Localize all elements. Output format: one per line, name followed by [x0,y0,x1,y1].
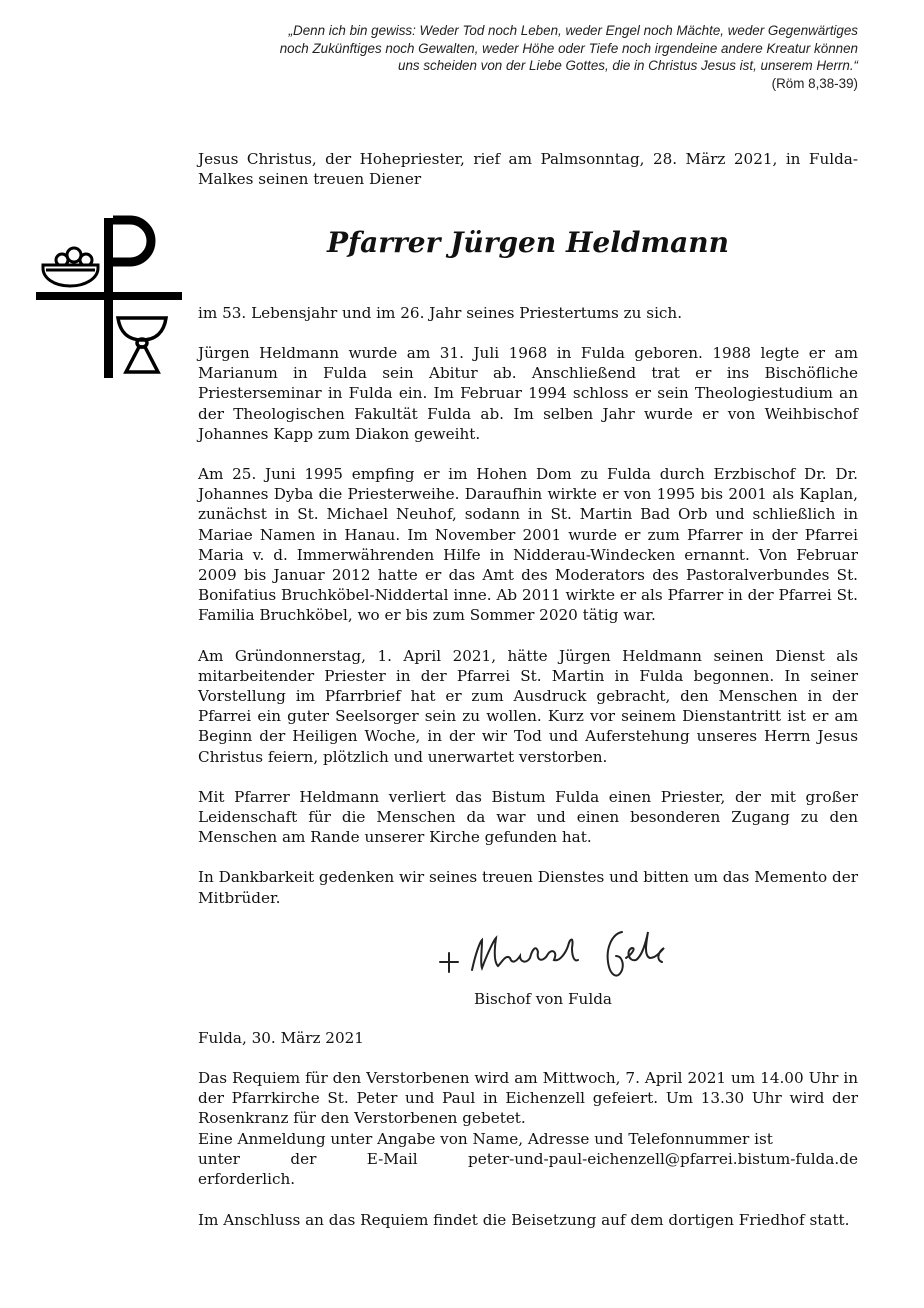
burial-info: Im Anschluss an das Requiem findet die Beisetzung auf dem dortigen Friedhof statt. [198,1211,850,1229]
email-line [198,1149,858,1169]
quote-line: noch Zukünftiges noch Gewalten, weder Höhe oder Tiefe noch irgendeine andere Kreatur können [279,40,858,56]
email-address[interactable]: peter-und-paul-eichenzell@pfarrei.bistum-fulda.de [468,1149,858,1168]
requiem-info [198,1068,858,1189]
biography [198,343,858,928]
paragraph: In Dankbarkeit gedenken wir seines treuen Dienstes und bitten um das Memento der Mitbrüder. [198,868,858,907]
date-line: Fulda, 30. März 2021 [198,1029,364,1047]
age-line: im 53. Lebensjahr und im 26. Jahr seines Priestertums zu sich. [198,304,683,322]
registration-line: Eine Anmeldung unter Angabe von Name, Adresse und Telefonnummer ist [198,1129,773,1148]
word: der [290,1149,317,1168]
registration-end: erforderlich. [198,1170,296,1189]
bible-quote [158,22,858,92]
paragraph: Am 25. Juni 1995 empfing er im Hohen Dom zu Fulda durch Erzbischof Dr. Dr. Johannes Dyba die Priesterweihe. Daraufhin wirkte er von 1995 bis 2001 als Kaplan, zunächst in St. Michael Neuhof, sodann in St. Martin Bad Orb und schließlich in Mariae Namen in Hanau. Im November 2001 wurde er zum Pfarrer in der Pfarrei Maria v. d. Immerwährenden Hilfe in Nidderau-Windecken ernannt. Von Februar 2009 bis Januar 2012 hatte er das Amt des Moderators des Pastoralverbundes St. Bonifatius Bruchköbel-Niddertal inne. Ab 2011 wirkte er als Pfarrer in der Pfarrei St. Familia Bruchköbel, wo er bis zum Sommer 2020 tätig war. [198,465,858,625]
quote-reference: (Röm 8,38-39) [771,75,858,91]
paragraph: Mit Pfarrer Heldmann verliert das Bistum Fulda einen Priester, der mit großer Leidenschaft für die Menschen da war und einen besonderen Zugang zu den Menschen am Rande unserer Kirche gefunden hat. [198,787,858,847]
signatory-role: Bischof von Fulda [474,990,612,1008]
paragraph: Jürgen Heldmann wurde am 31. Juli 1968 in Fulda geboren. 1988 legte er am Marianum in Fulda sein Abitur ab. Anschließend trat er ins Bischöfliche Priesterseminar in Fulda ein. Im Februar 1994 schloss er sein Theologiestudium an der Theologischen Fakultät Fulda ab. Im selben Jahr wurde er von Weihbischof Johannes Kapp zum Diakon geweiht. [198,344,858,443]
requiem-text: Das Requiem für den Verstorbenen wird am Mittwoch, 7. April 2021 um 14.00 Uhr in der Pfarrkirche St. Peter und Paul in Eichenzell gefeiert. Um 13.30 Uhr wird der Rosenkranz für den Verstorbenen gebetet. [198,1069,858,1128]
word: unter [198,1149,240,1168]
chi-rho-eucharist-icon [34,214,184,380]
word: E-Mail [366,1149,418,1168]
intro-text: Jesus Christus, der Hohepriester, rief am Palmsonntag, 28. März 2021, in Fulda-Malkes seinen treuen Diener [198,150,858,189]
quote-line: „Denn ich bin gewiss: Weder Tod noch Leben, weder Engel noch Mächte, weder Gegenwärtiges [288,23,858,38]
deceased-name: Pfarrer Jürgen Heldmann [327,226,729,259]
quote-line: uns scheiden von der Liebe Gottes, die in Christus Jesus ist, unserem Herrn.“ [398,58,858,73]
bishop-signature [436,922,676,982]
paragraph: Am Gründonnerstag, 1. April 2021, hätte Jürgen Heldmann seinen Dienst als mitarbeitender Priester in der Pfarrei St. Martin in Fulda begonnen. In seiner Vorstellung im Pfarrbrief hat er zum Ausdruck gebracht, den Menschen in der Pfarrei ein guter Seelsorger sein zu wollen. Kurz vor seinem Dienstantritt ist er am Beginn der Heiligen Woche, in der wir Tod und Auferstehung unseres Herrn Jesus Christus feiern, plötzlich und unerwartet verstorben. [198,646,858,766]
